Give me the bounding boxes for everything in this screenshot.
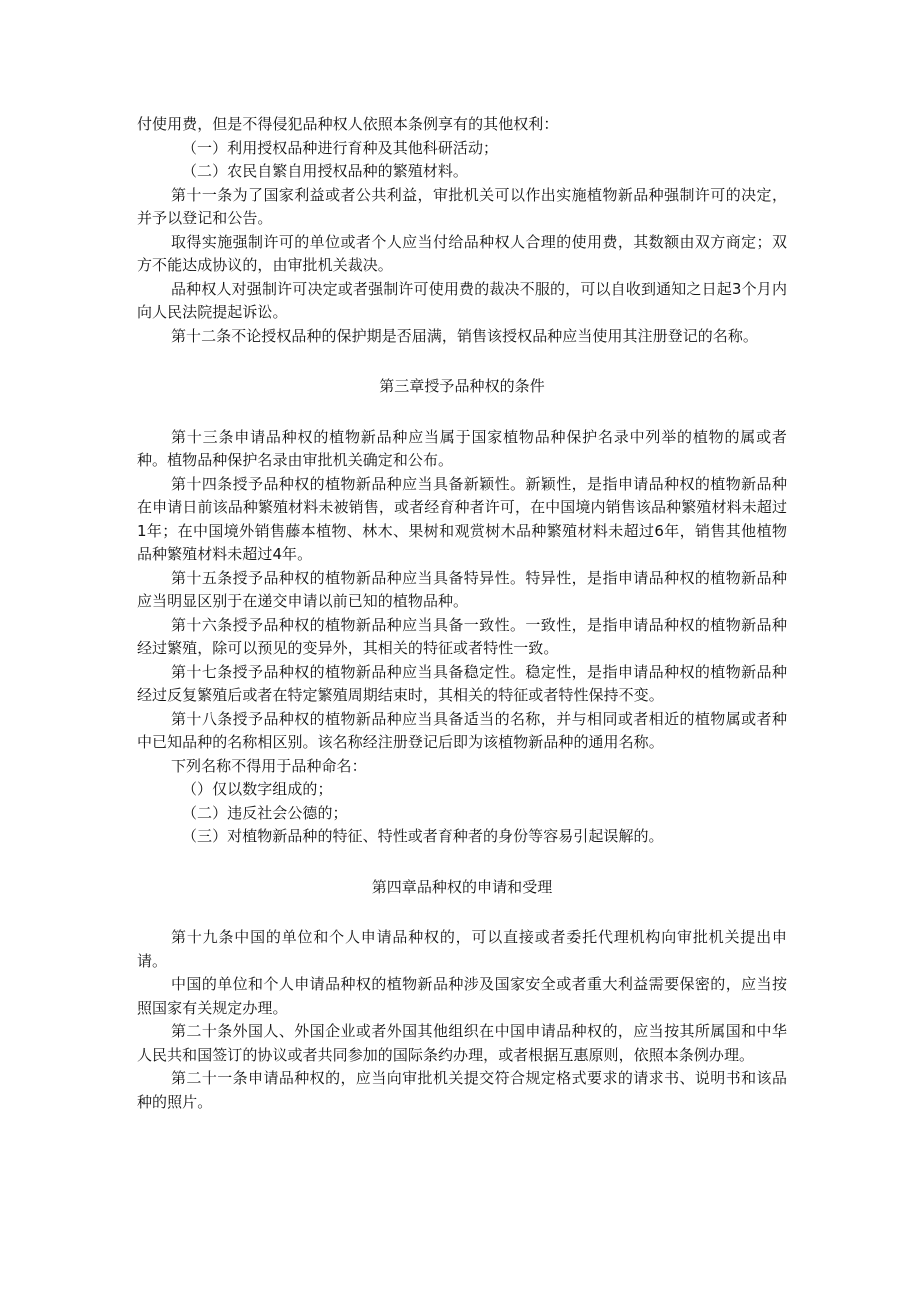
article-21: 第二十一条申请品种权的，应当向审批机关提交符合规定格式要求的请求书、说明书和该品种的照片。 [137,1069,787,1111]
article-11: 第十一条为了国家利益或者公共利益，审批机关可以作出实施植物新品种强制许可的决定，并予以登记和公告。 [137,185,787,227]
article-20: 第二十条外国人、外国企业或者外国其他组织在中国申请品种权的，应当按其所属国和中华人民共和国签订的协议或者共同参加的国际条约办理，或者根据互惠原则，依照本条例办理。 [137,1022,787,1064]
naming-restriction-item: （）仅以数字组成的； [182,780,333,798]
chapter-3-title: 第三章授予品种权的条件 [379,377,545,395]
document-body [137,113,787,1114]
chapter-4-title: 第四章品种权的申请和受理 [371,877,553,896]
article-13: 第十三条申请品种权的植物新品种应当属于国家植物品种保护名录中列举的植物的属或者种。植物品种保护名录由审批机关确定和公布。 [137,427,787,469]
list-item-research-use: （一）利用授权品种进行育种及其他科研活动； [182,138,499,157]
naming-restrictions-intro: 下列名称不得用于品种命名： [171,756,367,775]
article-14: 第十四条授予品种权的植物新品种应当具备新颖性。新颖性，是指申请品种权的植物新品种在申请日前该品种繁殖材料未被销售，或者经育种者许可，在中国境内销售该品种繁殖材料未超过1年；在中国境外销售藤本植物、林木、果树和观赏树木品种繁殖材料未超过6年，销售其他植物品种繁殖材料未超过4年。 [137,474,787,563]
article-17: 第十七条授予品种权的植物新品种应当具备稳定性。稳定性，是指申请品种权的植物新品种经过反复繁殖后或者在特定繁殖周期结束时，其相关的特征或者特性保持不变。 [137,662,787,704]
article-11-appeal: 品种权人对强制许可决定或者强制许可使用费的裁决不服的，可以自收到通知之日起3个月内向人民法院提起诉讼。 [137,279,787,321]
naming-restriction-item: （三）对植物新品种的特征、特性或者育种者的身份等容易引起误解的。 [182,827,664,845]
article-19: 第十九条中国的单位和个人申请品种权的，可以直接或者委托代理机构向审批机关提出申请。 [137,928,787,970]
list-item-farmer-use: （二）农民自繁自用授权品种的繁殖材料。 [182,162,468,180]
article-16: 第十六条授予品种权的植物新品种应当具备一致性。一致性，是指申请品种权的植物新品种经过繁殖，除可以预见的变异外，其相关的特征或者特性一致。 [137,615,787,657]
article-11-fee: 取得实施强制许可的单位或者个人应当付给品种权人合理的使用费，其数额由双方商定；双方不能达成协议的，由审批机关裁决。 [137,232,787,274]
article-15: 第十五条授予品种权的植物新品种应当具备特异性。特异性，是指申请品种权的植物新品种应当明显区别于在递交申请以前已知的植物品种。 [137,568,787,610]
article-18: 第十八条授予品种权的植物新品种应当具备适当的名称，并与相同或者相近的植物属或者种中已知品种的名称相区别。该名称经注册登记后即为该植物新品种的通用名称。 [137,709,787,751]
article-19-confidential: 中国的单位和个人申请品种权的植物新品种涉及国家安全或者重大利益需要保密的，应当按照国家有关规定办理。 [137,975,787,1017]
article-12: 第十二条不论授权品种的保护期是否届满，销售该授权品种应当使用其注册登记的名称。 [171,326,758,345]
paragraph-continuation: 付使用费，但是不得侵犯品种权人依照本条例享有的其他权利： [137,115,559,133]
naming-restriction-item: （二）违反社会公德的； [182,803,348,822]
